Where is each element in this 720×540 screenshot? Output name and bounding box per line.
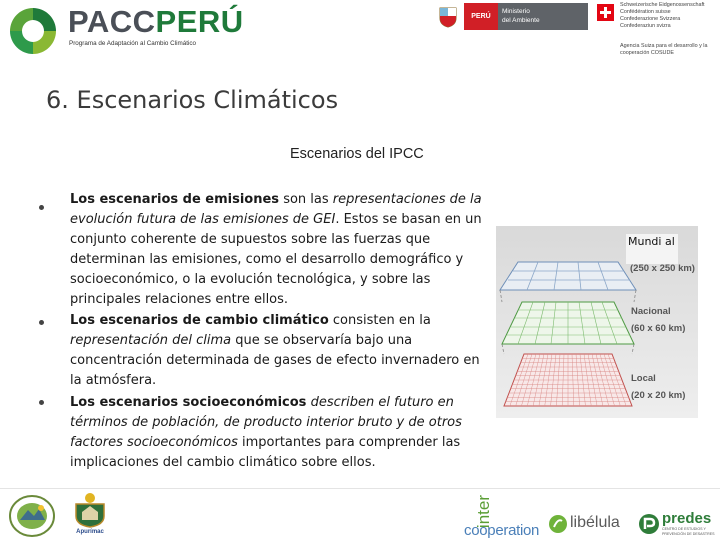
footer-divider [0,488,720,489]
bullet-dot [39,205,44,210]
slide-subtitle: Escenarios del IPCC [290,146,424,162]
figure-label-nacional-dim: (60 x 60 km) [631,323,686,334]
figure-label-mundial: Mundi al [626,234,678,264]
cusco-seal-icon [8,494,56,538]
swiss-agency-text: Agencia Suiza para el desarrollo y la cooperación COSUDE [620,43,708,56]
intercooperation-logo-inter: inter [474,495,493,529]
swiss-flag-icon [597,4,614,21]
peru-label: PERÚ [464,3,498,30]
figure-label-local: Local [631,373,656,384]
libelula-logo-text: libélula [570,514,620,531]
bullet-climate-change: Los escenarios de cambio climático consisten en la representación del clima que se observaría bajo una concentración determinada de gases de efecto invernadero en la atmósfera. [70,313,480,389]
slide-title: 6. Escenarios Climáticos [46,86,339,114]
apurimac-seal-icon [68,492,112,528]
figure-label-mundial-dim: (250 x 250 km) [630,263,695,274]
predes-logo-icon [638,512,660,536]
header [0,0,720,68]
ministry-label: Ministerio del Ambiente [498,3,588,30]
bullet-dot [39,320,44,325]
libelula-logo-icon [548,514,568,534]
bullet-dot [39,400,44,405]
predes-logo-subtext: CENTRO DE ESTUDIOS Y PREVENCIÓN DE DESASTRES [662,527,715,536]
bullet-emissions: Los escenarios de emisiones son las representaciones de la evolución futura de las emisiones de GEI. Estos se basan en un conjunto coherente de supuestos sobre las fuerzas que determinan las emisiones, como el desarrollo demográfico y socioeconómico, o la evolución tecnológica, y sobre las principales relaciones entre ellos. [70,192,482,308]
pacc-logo-icon [6,4,60,58]
predes-logo-text: predes [662,510,712,527]
intercooperation-logo-cooperation: cooperation [464,522,540,539]
pacc-title: PACCPERÚ [68,4,244,39]
swiss-confederation-text: Schweizerische Eidgenossenschaft Confédération suisse Confederazione Svizzera Confederaziun svizra [620,2,705,29]
bullet-socioeconomic: Los escenarios socioeconómicos describen el futuro en términos de población, de producto interior bruto y de otros factores socioeconómicos importantes para comprender las implicaciones del cambio climático sobre ellos. [70,395,462,471]
apurimac-label: Apurímac [76,529,104,535]
peru-coat-of-arms-icon [436,4,460,28]
pacc-subtitle: Programa de Adaptación al Cambio Climático [69,40,197,47]
figure-label-nacional: Nacional [631,306,671,317]
figure-label-local-dim: (20 x 20 km) [631,390,686,401]
